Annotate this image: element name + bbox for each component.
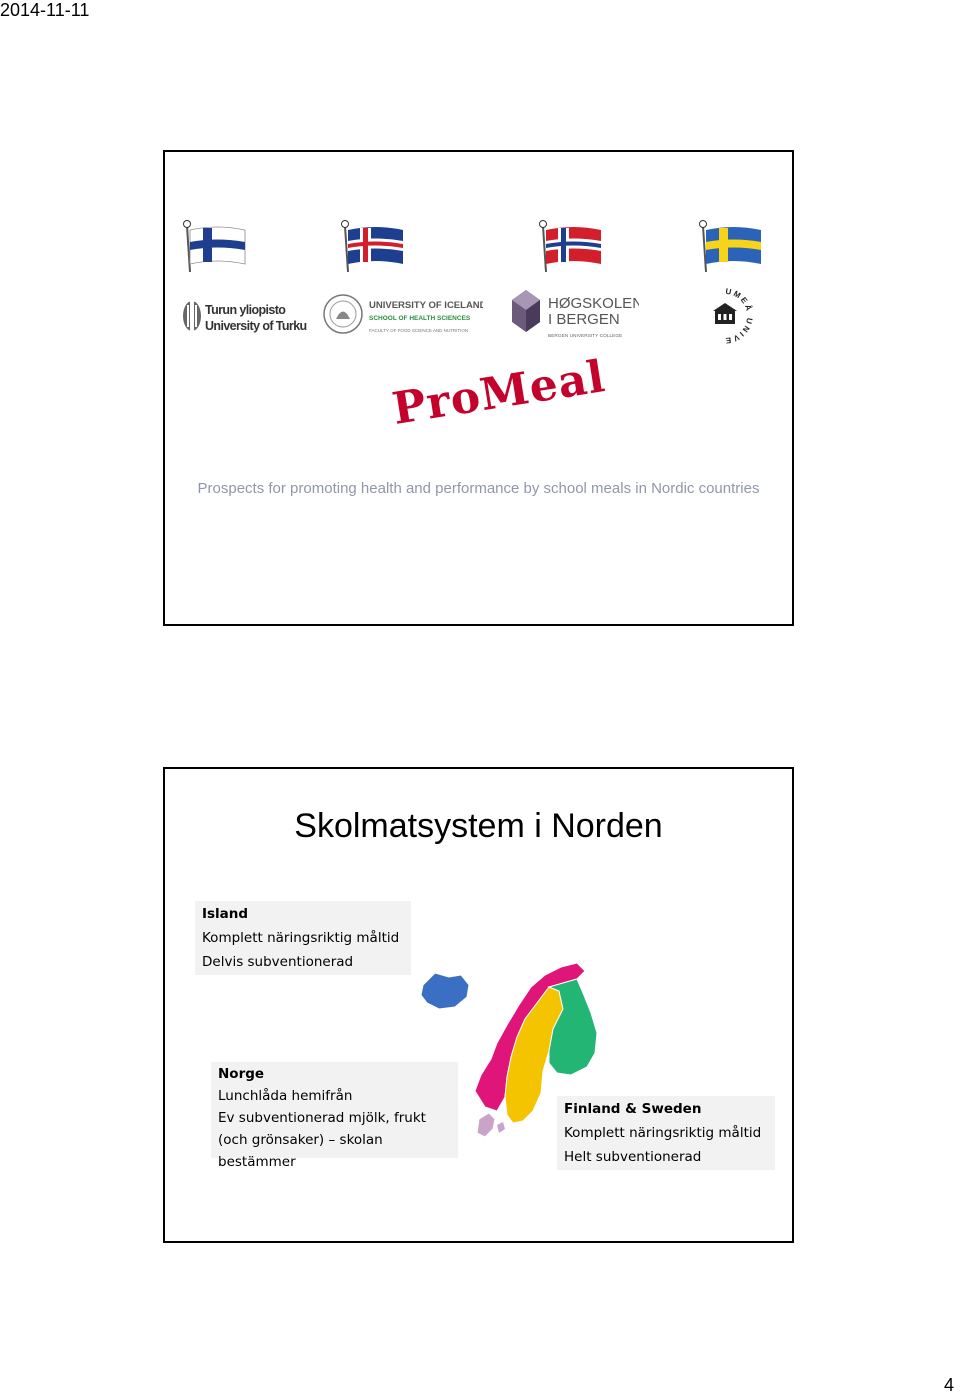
page-number: 4 [943, 1375, 954, 1395]
island-heading: Island [202, 906, 249, 922]
island-info-box [195, 901, 411, 975]
norge-line1: Lunchlåda hemifrån [218, 1088, 353, 1104]
island-line2: Delvis subventionerad [202, 954, 354, 970]
island-line1: Komplett näringsriktig måltid [202, 930, 400, 946]
bergen-logo [509, 286, 639, 342]
bergen-logo-line2: I BERGEN [548, 311, 620, 328]
finswe-heading: Finland & Sweden [564, 1101, 702, 1117]
norge-heading: Norge [218, 1066, 265, 1082]
iceland-map-shape [421, 973, 469, 1009]
nordic-school-meals-slide [163, 767, 794, 1243]
iceland-university-logo [321, 286, 483, 342]
nordic-map [415, 959, 615, 1159]
iceland-logo-line3: FACULTY OF FOOD SCIENCE AND NUTRITION [369, 328, 469, 333]
subtitle: Prospects for promoting health and performance by school meals in Nordic countries [197, 480, 760, 497]
promeal-title: ProMeal [389, 351, 609, 435]
turku-emblem-icon [183, 301, 201, 331]
iceland-seal-icon [324, 295, 362, 333]
turku-logo-line1: Turun yliopisto [205, 303, 286, 317]
umea-building-icon [713, 303, 737, 324]
iceland-flag-icon [337, 218, 407, 274]
bergen-logo-line3: BERGEN UNIVERSITY COLLEGE [548, 334, 623, 339]
sweden-flag-icon [695, 218, 765, 274]
bergen-crystal-icon [512, 290, 540, 332]
umea-logo [693, 286, 757, 346]
finswe-line2: Helt subventionerad [564, 1149, 702, 1165]
finswe-line1: Komplett näringsriktig måltid [564, 1125, 762, 1141]
page-date: 2014-11-11 [0, 0, 90, 20]
iceland-logo-line2: SCHOOL OF HEALTH SCIENCES [369, 315, 471, 322]
umea-logo-text: UMEÅ UNIVE [723, 286, 755, 346]
turku-logo [179, 286, 319, 342]
norge-line2: Ev subventionerad mjölk, frukt (och grönsaker) – skolan bestämmer [218, 1110, 426, 1170]
iceland-logo-line1: UNIVERSITY OF ICELAND [369, 300, 483, 311]
turku-logo-line2: University of Turku [205, 319, 307, 333]
title-slide [163, 150, 794, 626]
norway-flag-icon [535, 218, 605, 274]
denmark-map-shape [477, 1113, 495, 1137]
finland-flag-icon [179, 218, 249, 274]
bergen-logo-line1: HØGSKOLEN [548, 295, 639, 312]
slide-title: Skolmatsystem i Norden [294, 807, 663, 845]
